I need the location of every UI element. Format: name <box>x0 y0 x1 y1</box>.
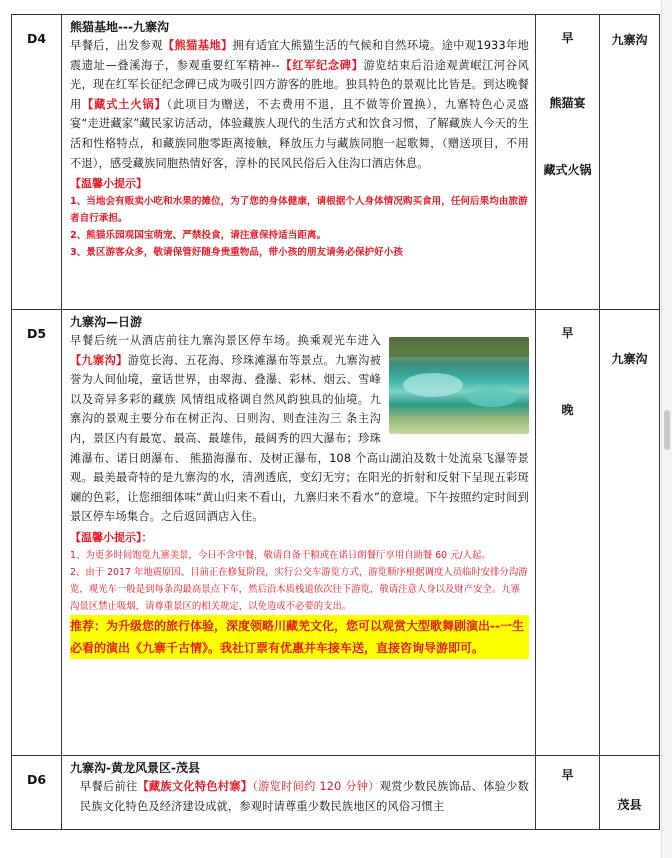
text-run: 早餐后前往 <box>80 780 138 793</box>
tip-item: 3、景区游客众多，敬请保管好随身贵重物品，带小孩的朋友请务必保护好小孩 <box>70 247 403 259</box>
day-label: D5 <box>12 310 62 756</box>
day-description <box>70 36 529 173</box>
tip-item: 1、为更多时间饱览九寨美景，今日不含中餐，敬请自备干粮或在诺日朗餐厅享用自助餐 60 元/人起。 <box>70 549 491 561</box>
stay-location: 九寨沟 <box>611 33 648 47</box>
meals-cell <box>536 15 600 310</box>
day-title: 九寨沟—日游 <box>70 315 143 329</box>
stay-cell <box>600 756 660 830</box>
meal-item: 藏式火锅 <box>543 163 592 177</box>
text-run: 早餐后，出发参观 <box>70 39 163 52</box>
day-content <box>62 15 536 310</box>
tip-item: 2、熊猫乐园观国宝萌宠、严禁投食，请注意保持适当距离。 <box>70 230 327 242</box>
meal-item: 早 <box>561 31 574 45</box>
day-label: D4 <box>12 15 62 310</box>
stay-cell <box>600 15 660 310</box>
itinerary-table <box>11 14 660 830</box>
recommendation-banner: 推荐：为升级您的旅行体验，深度领略川藏羌文化，您可以观赏大型歌舞剧演出--一生必看的演出《九寨千古情》。我社订票有优惠并车接车送，直接咨询导游即可。 <box>70 615 529 659</box>
vertical-scrollbar[interactable] <box>661 0 672 858</box>
stay-location: 九寨沟 <box>611 352 648 366</box>
tips-heading: 【温馨小提示】 <box>70 177 147 191</box>
meal-item: 早 <box>561 326 574 340</box>
text-run: 拥有适宜大熊猫生活的气候和自然环境。途中观1933年地震遗址—叠溪海子，参观重要红军精神-- <box>70 39 530 72</box>
meal-item: 熊猫宴 <box>549 96 586 110</box>
table-row <box>12 15 660 310</box>
text-run: 游览长海、五花海、珍珠滩瀑布等景点。九寨沟被誉为人间仙境，童话世界，由翠海、叠瀑、彩林、烟云、雪峰以及奇异多彩的藏族 风情组成格调自然风韵独具的仙境。九寨沟的景观主要分布在树正沟、日则沟、则查洼沟三 条主沟内，景区内有最宽、最高、最雄伟，最阔秀的四大瀑布；珍珠滩瀑布、诺日朗瀑布、 熊猫海瀑布、及树正瀑布，108 个高山湖泊及数十处流泉飞瀑等景观。最美最奇特的是九寨沟的水，清冽透底，变幻无穷；在阳光的折射和反射下呈现五彩斑斓的色彩，让您细细体味“黄山归来不看山，九寨归来不看水”的意境。下午按照约定时间到景区停车场集合。之后返回酒店入住。 <box>70 353 529 524</box>
tip-item: 2、由于 2017 年地震原因、目前正在修复阶段，实行公交车游览方式，游览顺序根据调度人员临时安排分沟游览，观光车一般是到每条沟最高景点下车，然后沿木质栈道依次往下游览，敬请注意人身以及财产安全。九寨沟景区禁止吸烟，请尊重景区的相关规定，以免造成不必要的支出。 <box>70 566 528 612</box>
meal-item: 晚 <box>561 403 574 417</box>
meals-cell <box>536 310 600 756</box>
highlight-text: （游览时间约 120 分钟） <box>252 780 380 793</box>
scrollbar-thumb[interactable] <box>664 410 670 450</box>
meals-cell <box>536 756 600 830</box>
meal-item: 早 <box>561 768 574 782</box>
text-run: （此项目为赠送，不去费用不退，且不做等价置换），九寨特色心灵盛宴“走进藏家”藏民家访活动，体验藏族人现代的生活方式和饮食习惯，了解藏族人今天的生活和性格特点，和藏族同胞零距离接触，释放压力与藏族同胞一起歌舞，（赠送项目，不用不退），感受藏族同胞热情好客，淳朴的民风民俗后入住沟口酒店休息。 <box>70 97 529 170</box>
day-label: D6 <box>12 756 62 830</box>
day-title: 九寨沟-黄龙风景区-茂县 <box>70 761 200 775</box>
highlight-text: 【红军纪念碑】 <box>280 58 364 72</box>
highlight-text: 【藏式土火锅】 <box>82 97 167 111</box>
highlight-text: 【藏族文化特色村寨】 <box>137 780 253 793</box>
highlight-text: 【熊猫基地】 <box>162 39 233 52</box>
stay-location: 茂县 <box>617 798 642 812</box>
table-row <box>12 310 660 756</box>
text-run: 游览结束后沿途观黄岷江河谷风光，现在红军长征纪念碑已成为吸引四方游客的胜地。独具特色的景观比比皆是。到达晚餐用 <box>70 58 530 111</box>
scenic-photo <box>389 337 529 434</box>
table-row <box>12 756 660 830</box>
tip-item: 1、当地会有贩卖小吃和水果的摊位，为了您的身体健康，请根据个人身体情况购买食用，任何后果均由旅游者自行承担。 <box>70 196 528 225</box>
day-content <box>62 756 536 830</box>
highlight-text: 【九寨沟】 <box>70 353 128 367</box>
day-title: 熊猫基地---九寨沟 <box>70 20 169 34</box>
tips-heading: 【温馨小提示】： <box>70 530 153 544</box>
text-run: 早餐后统一从酒店前往九寨沟景区停车场。换乘观光车进入 <box>70 334 381 347</box>
stay-cell <box>600 310 660 756</box>
day-content <box>62 310 536 756</box>
day-description <box>70 777 529 816</box>
text-run: 观赏少数民族饰品、体验少数民族文化特色及经济建设成就，参观时请尊重少数民族地区的风俗习惯主 <box>80 780 529 813</box>
